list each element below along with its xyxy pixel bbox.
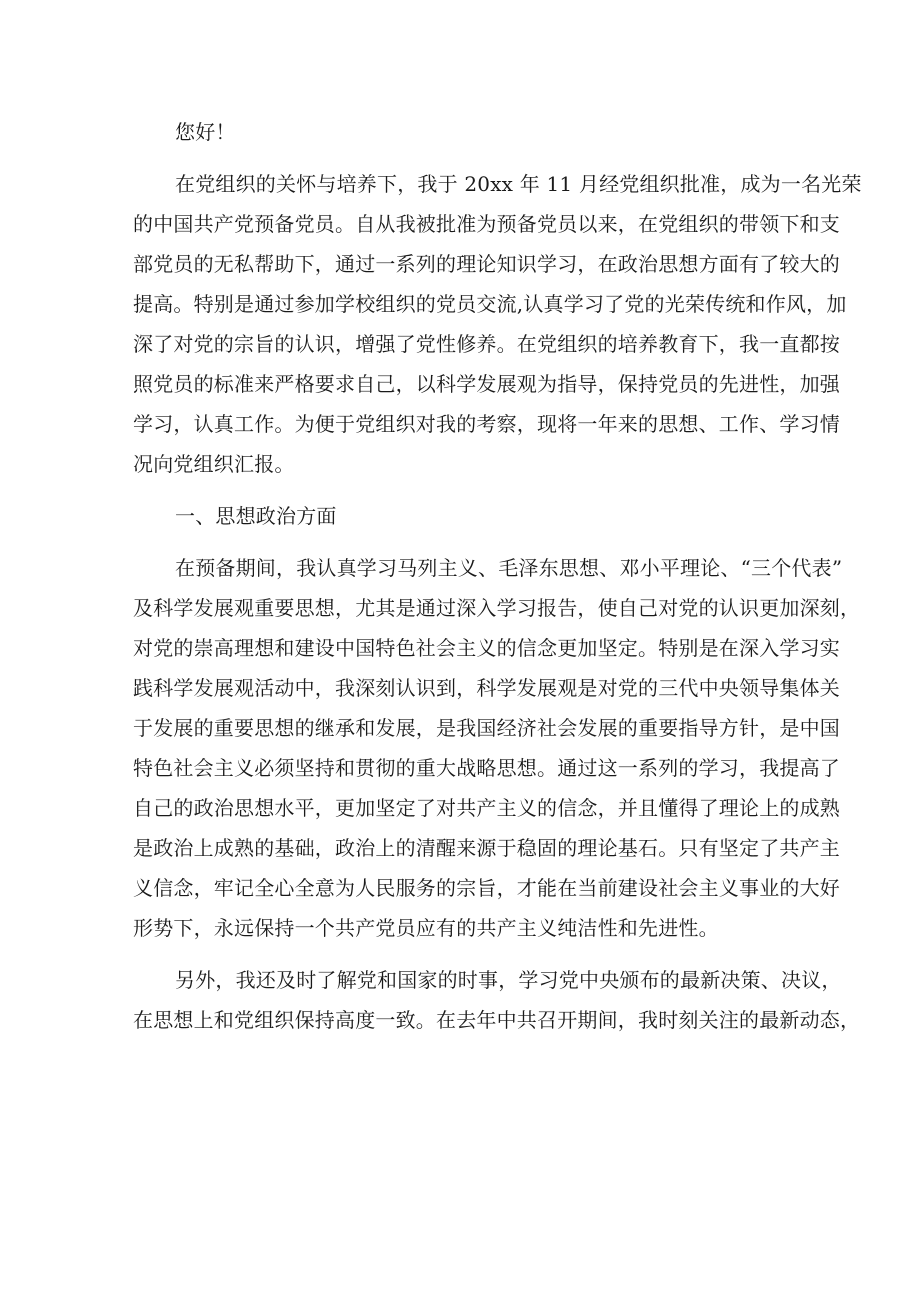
paragraph-line: 对党的崇高理想和建设中国特色社会主义的信念更加坚定。特别是在深入学习实 bbox=[133, 636, 840, 660]
paragraph-line: 在思想上和党组织保持高度一致。在去年中共召开期间，我时刻关注的最新动态， bbox=[133, 1008, 861, 1032]
paragraph-line: 况向党组织汇报。 bbox=[133, 452, 295, 476]
paragraph-line: 践科学发展观活动中，我深刻认识到，科学发展观是对党的三代中央领导集体关 bbox=[133, 676, 840, 700]
section1-paragraph bbox=[133, 548, 861, 948]
paragraph-line: 部党员的无私帮助下，通过一系列的理论知识学习，在政治思想方面有了较大的 bbox=[133, 252, 840, 276]
paragraph-line: 形势下，永远保持一个共产党员应有的共产主义纯洁性和先进性。 bbox=[133, 916, 719, 940]
paragraph-line: 照党员的标准来严格要求自己，以科学发展观为指导，保持党员的先进性，加强 bbox=[133, 372, 840, 396]
paragraph-line: 提高。特别是通过参加学校组织的党员交流,认真学习了党的光荣传统和作风，加 bbox=[133, 292, 847, 316]
paragraph-line: 学习，认真工作。为便于党组织对我的考察，现将一年来的思想、工作、学习情 bbox=[133, 412, 840, 436]
paragraph-line: 深了对党的宗旨的认识，增强了党性修养。在党组织的培养教育下，我一直都按 bbox=[133, 332, 840, 356]
section-heading bbox=[133, 496, 803, 536]
greeting bbox=[133, 112, 803, 152]
paragraph-line: 的中国共产党预备党员。自从我被批准为预备党员以来，在党组织的带领下和支 bbox=[133, 212, 840, 236]
paragraph-line: 义信念，牢记全心全意为人民服务的宗旨，才能在当前建设社会主义事业的大好 bbox=[133, 876, 840, 900]
paragraph-line: 及科学发展观重要思想，尤其是通过深入学习报告，使自己对党的认识更加深刻， bbox=[133, 596, 861, 620]
paragraph-line: 自己的政治思想水平，更加坚定了对共产主义的信念，并且懂得了理论上的成熟 bbox=[133, 796, 840, 820]
paragraph-line: 是政治上成熟的基础，政治上的清醒来源于稳固的理论基石。只有坚定了共产主 bbox=[133, 836, 840, 860]
paragraph-line: 在党组织的关怀与培养下，我于 20xx 年 11 月经党组织批准，成为一名光荣 bbox=[175, 172, 862, 196]
document-page bbox=[133, 112, 862, 1040]
paragraph-line: 另外，我还及时了解党和国家的时事，学习党中央颁布的最新决策、决议， bbox=[175, 968, 842, 992]
paragraph-line: 于发展的重要思想的继承和发展，是我国经济社会发展的重要指导方针，是中国 bbox=[133, 716, 840, 740]
intro-paragraph bbox=[133, 164, 862, 484]
greeting-line: 您好！ bbox=[175, 120, 236, 144]
paragraph-line: 在预备期间，我认真学习马列主义、毛泽东思想、邓小平理论、“三个代表” bbox=[175, 556, 843, 580]
section-heading-text: 一、思想政治方面 bbox=[175, 504, 337, 528]
section1-more-paragraph bbox=[133, 960, 861, 1040]
paragraph-line: 特色社会主义必须坚持和贯彻的重大战略思想。通过这一系列的学习，我提高了 bbox=[133, 756, 840, 780]
